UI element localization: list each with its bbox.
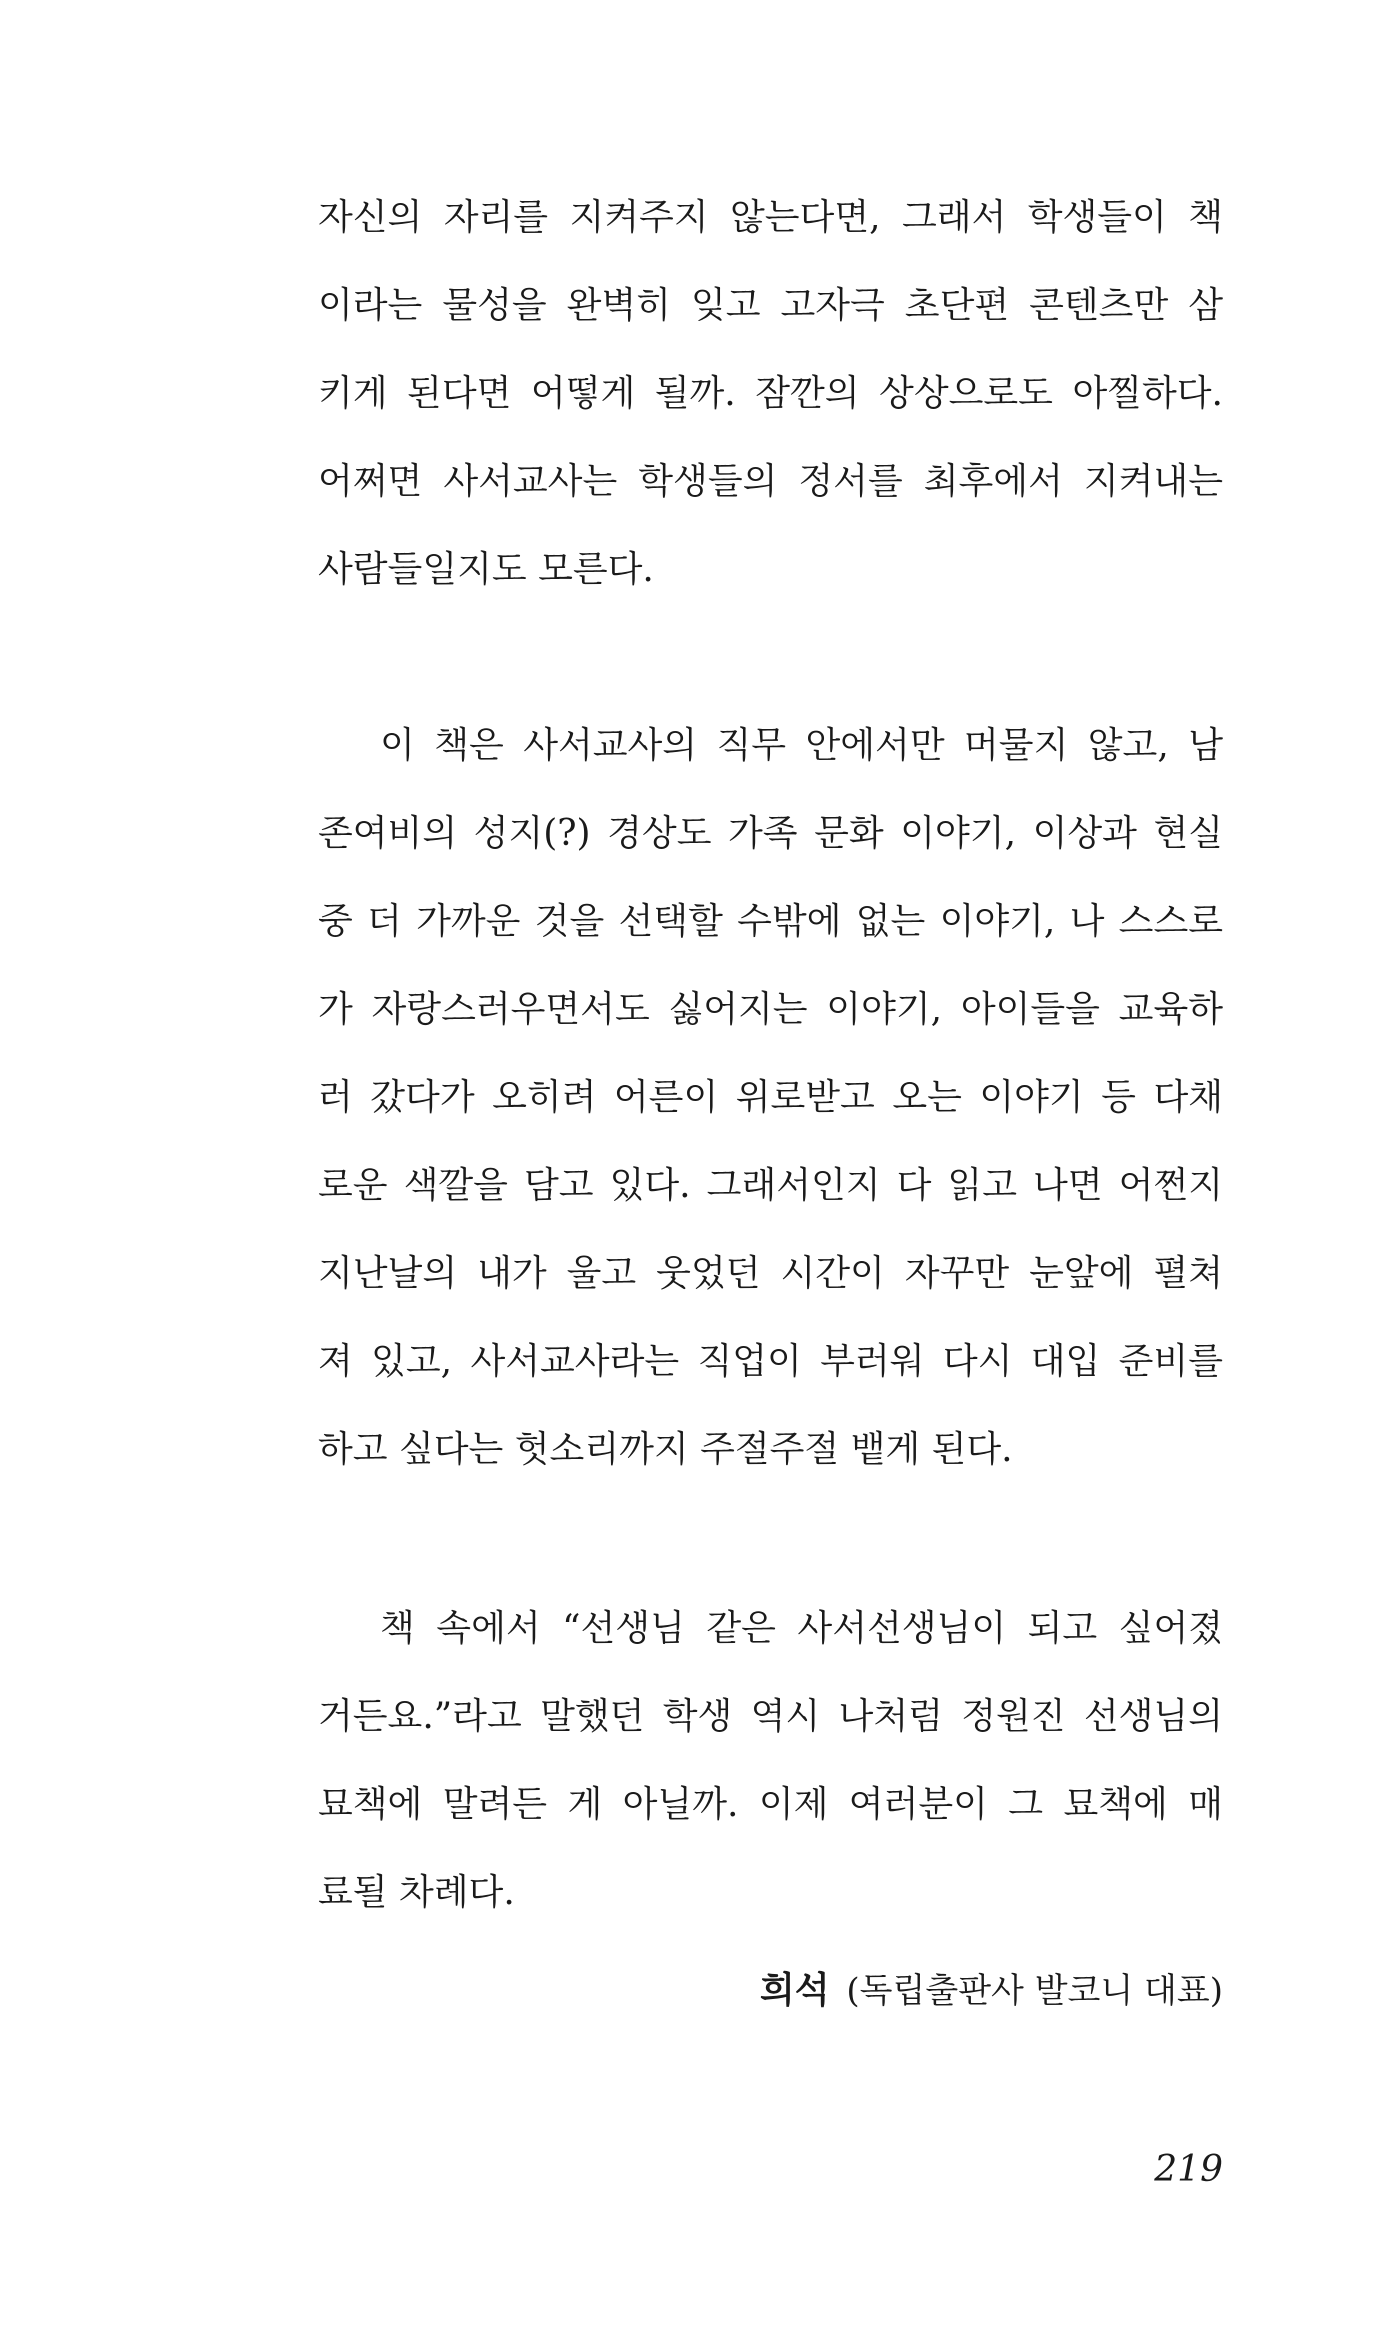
page-number: 219: [1154, 2149, 1223, 2190]
text-line: 키게 된다면 어떻게 될까. 잠깐의 상상으로도 아찔하다.: [318, 373, 1223, 414]
text-line: 하고 싶다는 헛소리까지 주절주절 뱉게 된다.: [318, 1429, 1013, 1470]
paragraph-3: [318, 1585, 1223, 1937]
text-line: 자신의 자리를 지켜주지 않는다면, 그래서 학생들이 책: [318, 197, 1223, 238]
paragraph-2: [318, 702, 1223, 1494]
text-line: 이라는 물성을 완벽히 잊고 고자극 초단편 콘텐츠만 삼: [318, 285, 1223, 326]
text-line: 중 더 가까운 것을 선택할 수밖에 없는 이야기, 나 스스로: [318, 901, 1223, 942]
signature-role: (독립출판사 발코니 대표): [846, 1971, 1223, 2011]
text-line: 지난날의 내가 울고 웃었던 시간이 자꾸만 눈앞에 펼쳐: [318, 1253, 1223, 1294]
text-line: 료될 차례다.: [318, 1872, 515, 1913]
text-line: 져 있고, 사서교사라는 직업이 부러워 다시 대입 준비를: [318, 1341, 1223, 1382]
signature-name: 희석: [760, 1969, 830, 2011]
text-line: 거든요.”라고 말했던 학생 역시 나처럼 정원진 선생님의: [318, 1696, 1223, 1737]
signature: [760, 1960, 1223, 2020]
text-line: 러 갔다가 오히려 어른이 위로받고 오는 이야기 등 다채: [318, 1077, 1223, 1118]
text-line: 사람들일지도 모른다.: [318, 549, 654, 590]
text-line: 어쩌면 사서교사는 학생들의 정서를 최후에서 지켜내는: [318, 461, 1223, 502]
text-line: 묘책에 말려든 게 아닐까. 이제 여러분이 그 묘책에 매: [318, 1784, 1223, 1825]
text-line: 이 책은 사서교사의 직무 안에서만 머물지 않고, 남: [380, 725, 1223, 766]
text-line: 가 자랑스러우면서도 싫어지는 이야기, 아이들을 교육하: [318, 989, 1223, 1030]
text-line: 존여비의 성지(?) 경상도 가족 문화 이야기, 이상과 현실: [318, 813, 1223, 854]
text-line: 책 속에서 “선생님 같은 사서선생님이 되고 싶어졌: [380, 1608, 1223, 1649]
paragraph-1: [318, 174, 1223, 614]
text-line: 로운 색깔을 담고 있다. 그래서인지 다 읽고 나면 어쩐지: [318, 1165, 1223, 1206]
